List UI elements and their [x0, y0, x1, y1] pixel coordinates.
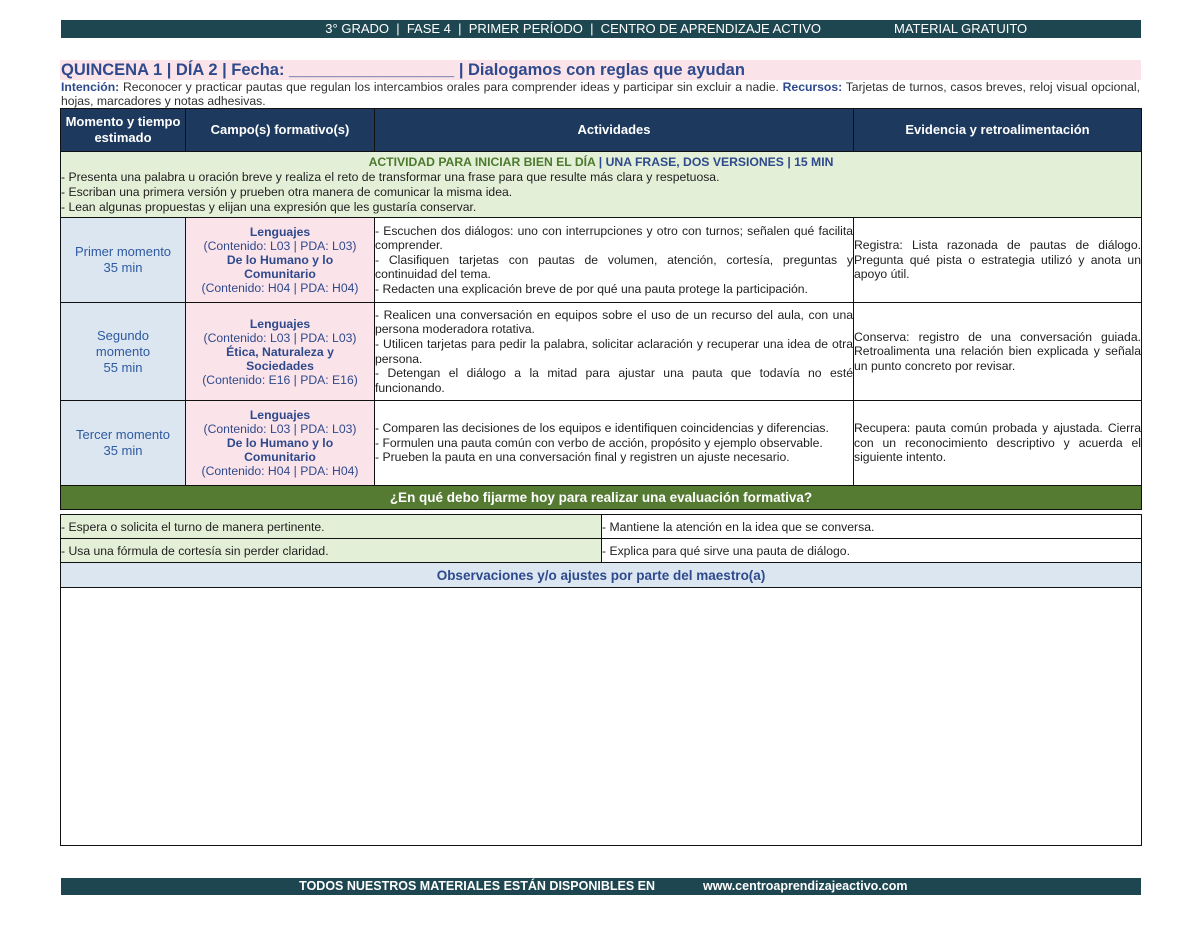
formative-question-row [61, 486, 1142, 510]
moment-cell [61, 218, 186, 303]
field-content: (Contenido: L03 | PDA: L03) [203, 330, 357, 345]
page-title: QUINCENA 1 | DÍA 2 | Fecha: __________________ | Dialogamos con reglas que ayudan [61, 61, 745, 79]
moment-name: Tercer momento [76, 427, 170, 442]
observations-box-row [61, 588, 1142, 846]
moment-name: Segundo momento [95, 327, 151, 359]
start-activity-title-rest: | UNA FRASE, DOS VERSIONES | 15 MIN [595, 154, 834, 169]
activity-item: - Utilicen tarjetas para pedir la palabra, solicitar aclaración y recuperar una idea de otra persona. [375, 336, 853, 366]
criteria-table [60, 514, 1142, 846]
start-activity-title [61, 155, 1141, 170]
start-activity-line: - Escriban una primera versión y prueben otra manera de comunicar la misma idea. [61, 184, 513, 199]
moment-row-1 [61, 218, 1142, 303]
evidence-cell: Conserva: registro de una conversación guiada. Retroalimenta una relación bien explicada y señala un punto concreto por revisar. [854, 303, 1142, 401]
moment-time: 55 min [103, 359, 143, 375]
evidence-cell: Recupera: pauta común probada y ajustada. Cierra con un reconocimiento descriptivo y acuerda el siguiente intento. [854, 401, 1142, 486]
field-name: Lenguajes [249, 316, 311, 331]
field-cell [186, 218, 375, 303]
activities-cell [375, 218, 854, 303]
resources-label: Recursos: [782, 80, 843, 94]
intent-paragraph [61, 80, 1140, 108]
criterion-item: - Usa una fórmula de cortesía sin perder claridad. [61, 539, 602, 563]
header-bar [61, 20, 1141, 38]
header-evidence: Evidencia y retroalimentación [854, 109, 1142, 152]
moment-time: 35 min [103, 260, 143, 275]
activity-item: - Redacten una explicación breve de por qué una pauta protege la participación. [375, 281, 808, 296]
header-activities: Actividades [375, 109, 854, 152]
criteria-row [61, 539, 1142, 563]
activity-item: - Prueben la pauta en una conversación final y registren un ajuste necesario. [375, 450, 790, 465]
field-content: (Contenido: L03 | PDA: L03) [203, 239, 357, 253]
field-name: De lo Humano y lo Comunitario [226, 253, 334, 281]
moment-row-2 [61, 303, 1142, 401]
field-content: (Contenido: H04 | PDA: H04) [201, 281, 359, 295]
header-bar-text: 3° GRADO | FASE 4 | PRIMER PERÍODO | CENTRO DE APRENDIZAJE ACTIVO [325, 21, 821, 36]
intent-label: Intención: [61, 80, 120, 94]
field-content: (Contenido: H04 | PDA: H04) [201, 464, 359, 478]
moment-cell [61, 303, 186, 401]
header-field: Campo(s) formativo(s) [186, 109, 375, 152]
footer-bar [61, 878, 1141, 895]
start-activity-line: - Presenta una palabra u oración breve y realiza el reto de transformar una frase para que resulte más clara y respetuosa. [61, 169, 720, 184]
footer-text: TODOS NUESTROS MATERIALES ESTÁN DISPONIBLES EN [299, 879, 655, 893]
footer-website-link[interactable]: www.centroaprendizajeactivo.com [703, 879, 908, 893]
planning-table [60, 108, 1142, 510]
moment-row-3 [61, 401, 1142, 486]
activity-item: - Detengan el diálogo a la mitad para ajustar una pauta que todavía no esté funcionando. [375, 366, 853, 395]
criteria-row [61, 515, 1142, 539]
field-content: (Contenido: E16 | PDA: E16) [202, 372, 358, 387]
field-name: Lenguajes [249, 408, 311, 422]
activity-item: - Realicen una conversación en equipos sobre el uso de un recurso del aula, con una persona moderadora rotativa. [375, 307, 853, 337]
moment-name: Primer momento [74, 244, 172, 259]
field-cell [186, 303, 375, 401]
formative-question: ¿En qué debo fijarme hoy para realizar una evaluación formativa? [61, 486, 1142, 510]
start-activity-row [61, 152, 1142, 218]
field-name: De lo Humano y lo Comunitario [226, 436, 334, 464]
activity-item: - Clasifiquen tarjetas con pautas de volumen, atención, cortesía, preguntas y continuidad del tema. [375, 252, 853, 282]
start-activity-cell [61, 152, 1142, 218]
criterion-item: - Explica para qué sirve una pauta de diálogo. [602, 539, 1142, 563]
moment-time: 35 min [103, 443, 143, 458]
start-activity-title-green: ACTIVIDAD PARA INICIAR BIEN EL DÍA [368, 154, 596, 169]
resources-text: Tarjetas de turnos, casos breves, reloj visual opcional, hojas, marcadores y notas adhesivas. [61, 80, 1140, 108]
field-cell [186, 401, 375, 486]
activity-item: - Escuchen dos diálogos: uno con interrupciones y otro con turnos; señalen qué facilita comprender. [375, 223, 853, 253]
table-header-row [61, 109, 1142, 152]
field-content: (Contenido: L03 | PDA: L03) [203, 422, 357, 436]
start-activity-line: - Lean algunas propuestas y elijan una expresión que les gustaría conservar. [61, 199, 477, 214]
activities-cell [375, 401, 854, 486]
intent-text: Reconocer y practicar pautas que regulan los intercambios orales para comprender ideas y participar sin excluir a nadie. [119, 80, 783, 94]
observations-header: Observaciones y/o ajustes por parte del maestro(a) [61, 563, 1142, 588]
evidence-cell: Registra: Lista razonada de pautas de diálogo. Pregunta qué pista o estrategia utilizó y anota un apoyo útil. [854, 218, 1142, 303]
header-bar-free-label: MATERIAL GRATUITO [894, 21, 1028, 36]
header-moment: Momento y tiempo estimado [61, 109, 186, 152]
field-name: Lenguajes [249, 225, 311, 239]
field-name: Ética, Naturaleza y Sociedades [226, 344, 334, 373]
activity-item: - Comparen las decisiones de los equipos e identifiquen coincidencias y diferencias. [375, 421, 829, 436]
observations-header-row [61, 563, 1142, 588]
activities-cell [375, 303, 854, 401]
activity-item: - Formulen una pauta común con verbo de acción, propósito y ejemplo observable. [375, 435, 823, 450]
criterion-item: - Mantiene la atención en la idea que se conversa. [602, 515, 1142, 539]
observations-box[interactable] [61, 588, 1142, 846]
moment-cell [61, 401, 186, 486]
criterion-item: - Espera o solicita el turno de manera pertinente. [61, 515, 602, 539]
